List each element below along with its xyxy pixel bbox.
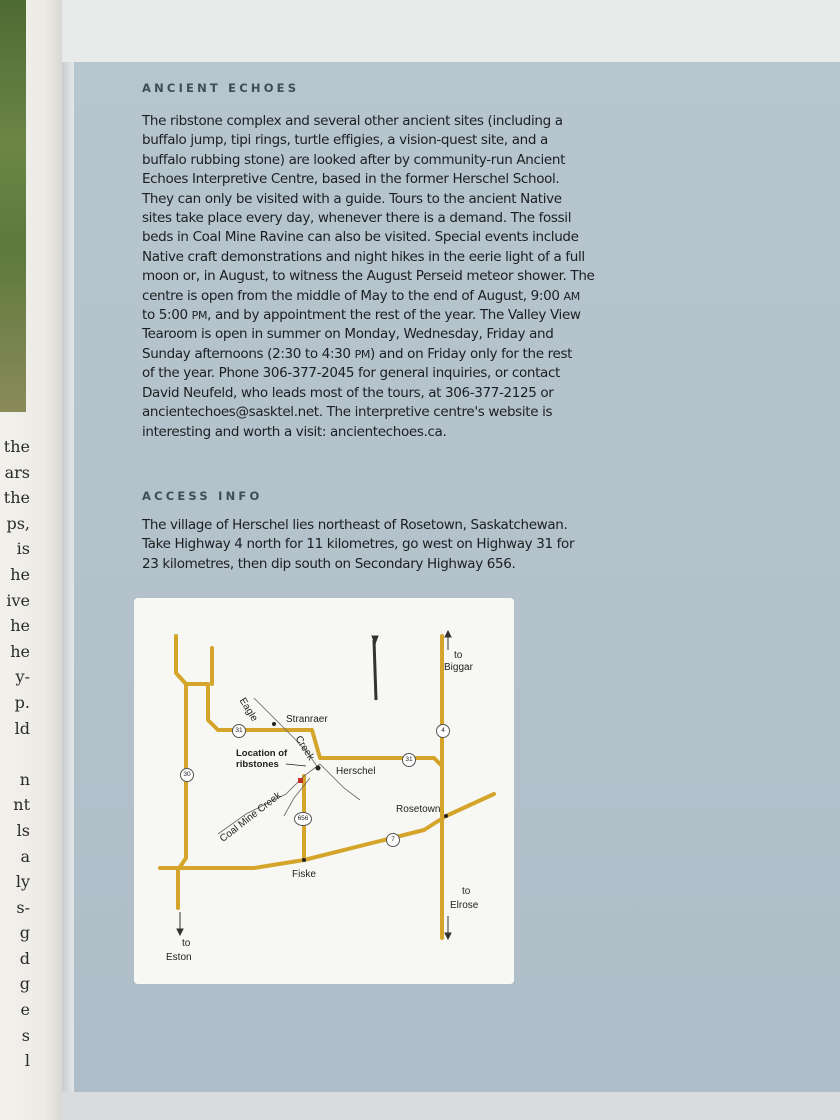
direction-to-label-2: to (462, 886, 471, 897)
stranraer-dot (272, 722, 276, 726)
left-page-fragment: the (3, 437, 30, 456)
fiske-dot (302, 858, 306, 862)
left-page-fragment: ly (15, 872, 30, 892)
town-label-stranraer: Stranraer (286, 714, 328, 725)
highway-656-shield: 656 (294, 812, 312, 826)
ancient-echoes-line: David Neufeld, who leads most of the tours, at 306-377-2125 or (142, 384, 554, 401)
creek-label-eagle: Eagle (236, 696, 260, 724)
left-page-fragment: the (3, 488, 30, 508)
left-page-fragment: ars (4, 462, 30, 482)
left-page-fragment: s (21, 1025, 30, 1045)
left-page-fragment: e (20, 1000, 30, 1020)
ancient-echoes-line: buffalo rubbing stone) are looked after by community-run Ancient (142, 151, 566, 168)
ribstones-marker (298, 778, 303, 783)
left-page-fragment: p. (14, 692, 30, 712)
ribstones-label: ribstones (236, 759, 279, 770)
ancient-echoes-line: to 5:00 PM, and by appointment the rest of the year. The Valley View (142, 307, 581, 324)
left-page-fragment: ive (6, 590, 30, 610)
ancient-echoes-paragraph (142, 112, 594, 442)
left-facing-page (0, 0, 62, 1120)
left-page-fragment: a (20, 846, 30, 866)
page-bottom-margin (62, 1092, 840, 1120)
ancient-echoes-line: Native craft demonstrations and night hikes in the eerie light of a full (142, 248, 585, 265)
left-page-fragment: y- (15, 667, 30, 687)
left-page-photo (0, 0, 26, 412)
ancient-echoes-line: beds in Coal Mine Ravine can also be visited. Special events include (142, 229, 579, 246)
left-page-fragment: g (19, 923, 30, 943)
left-page-text-fragments (0, 434, 30, 1074)
left-page-fragment: ls (16, 820, 30, 840)
ancient-echoes-line: centre is open from the middle of May to the end of August, 9:00 AM (142, 287, 580, 304)
highway-7-shield: 7 (386, 833, 400, 847)
left-page-fragment: ps, (6, 513, 30, 533)
ancient-echoes-line: buffalo jump, tipi rings, turtle effigies, a vision-quest site, and a (142, 132, 548, 149)
direction-label-eston: Eston (166, 952, 192, 963)
direction-to-label-3: to (182, 938, 191, 949)
ancient-echoes-line: Tearoom is open in summer on Monday, Wednesday, Friday and (142, 326, 554, 343)
left-page-fragment (0, 741, 30, 767)
creek-branch-line-2 (284, 778, 310, 816)
left-page-fragment: he (10, 564, 30, 584)
access-info-line: 23 kilometres, then dip south on Secondary Highway 656. (142, 555, 516, 572)
left-page-fragment: is (16, 539, 30, 559)
access-info-paragraph (142, 516, 574, 574)
town-label-fiske: Fiske (292, 869, 316, 880)
ancient-echoes-line: of the year. Phone 306-377-2045 for general inquiries, or contact (142, 365, 560, 382)
page-top-margin (62, 0, 840, 62)
highway-4-shield: 4 (436, 724, 450, 738)
left-page-fragment: nt (13, 795, 30, 815)
rosetown-dot (444, 814, 448, 818)
ancient-echoes-line: The ribstone complex and several other ancient sites (including a (142, 113, 563, 129)
direction-label-elrose: Elrose (450, 900, 479, 911)
ancient-echoes-line: Sunday afternoons (2:30 to 4:30 PM) and on Friday only for the rest (142, 345, 573, 362)
highway-31-shield-east: 31 (402, 753, 416, 767)
left-page-fragment: he (10, 616, 30, 636)
location-of-label: Location of (236, 748, 288, 759)
access-info-line: Take Highway 4 north for 11 kilometres, go west on Highway 31 for (142, 536, 575, 553)
location-map (134, 598, 514, 984)
left-page-fragment: ld (14, 718, 30, 738)
herschel-dot (316, 766, 321, 771)
ancient-echoes-line: sites take place every day, whenever there is a demand. The fossil (142, 210, 572, 227)
section-heading-access-info: ACCESS INFO (142, 489, 263, 503)
ancient-echoes-line: Echoes Interpretive Centre, based in the former Herschel School. (142, 171, 560, 188)
highway-30-shield: 30 (180, 768, 194, 782)
highway-31-shield-west: 31 (232, 724, 246, 738)
left-page-fragment: n (19, 769, 30, 789)
left-page-fragment: g (19, 974, 30, 994)
access-info-line: The village of Herschel lies northeast of Rosetown, Saskatchewan. (142, 517, 568, 533)
left-page-fragment: l (24, 1051, 30, 1071)
left-page-fragment: s- (16, 897, 30, 917)
creek-label-coal-mine: Coal Mine Creek (218, 790, 284, 845)
section-heading-ancient-echoes: ANCIENT ECHOES (142, 81, 300, 95)
direction-to-label: to (454, 650, 463, 661)
ancient-echoes-line: interesting and worth a visit: ancientechoes.ca. (142, 423, 447, 440)
ancient-echoes-line: They can only be visited with a guide. Tours to the ancient Native (142, 190, 562, 207)
direction-label-biggar: Biggar (444, 662, 473, 673)
ancient-echoes-line: moon or, in August, to witness the August Perseid meteor shower. The (142, 268, 595, 285)
creek-label-creek: Creek (292, 734, 317, 763)
left-page-fragment: d (19, 948, 30, 968)
town-label-rosetown: Rosetown (396, 804, 441, 815)
town-label-herschel: Herschel (336, 766, 376, 777)
left-page-fragment: he (10, 641, 30, 661)
ancient-echoes-line: ancientechoes@sasktel.net. The interpretive centre's website is (142, 404, 553, 421)
